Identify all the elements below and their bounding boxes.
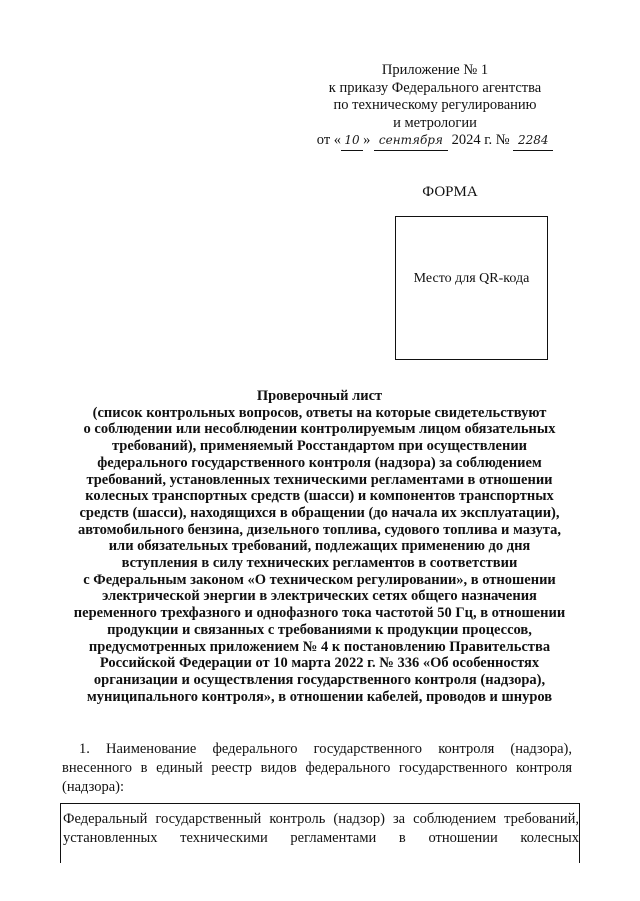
item-1-line: (надзора): (62, 779, 125, 795)
appendix-line-4: и метрологии (393, 114, 477, 131)
appendix-line-1: Приложение № 1 (381, 62, 489, 78)
control-name-line: Федеральный государственный контроль (надзор) за соблюдением требований, (63, 811, 579, 827)
title-line: предусмотренных приложением № 4 к постановлению Правительства (88, 638, 551, 655)
year-label: 2024 г. № (451, 132, 510, 149)
title-line: колесных транспортных средств (шасси) и компонентов транспортных (85, 488, 554, 505)
title-line: федерального государственного контроля (надзора) за соблюдением (97, 454, 542, 471)
title-line: муниципального контроля», в отношении кабелей, проводов и шнуров (86, 688, 553, 705)
document-title (62, 388, 577, 705)
control-name-table-cell (60, 803, 580, 863)
qr-code-placeholder (395, 216, 548, 360)
from-label: от « (316, 132, 342, 149)
title-line: или обязательных требований, подлежащих применению до дня (108, 538, 531, 555)
item-1-paragraph (62, 740, 572, 797)
title-line: требований, установленных техническими регламентами в отношении (86, 471, 553, 488)
qr-placeholder-text: Место для QR-кода (413, 271, 530, 286)
item-1-line: 1. Наименование федерального государственного контроля (надзора), (79, 741, 572, 757)
title-line: вступления в силу технических регламентов в соответствии (121, 555, 518, 572)
title-line: требований), применяемый Росстандартом при осуществлении (111, 438, 528, 455)
title-line: средств (шасси), находящихся в обращении (до начала их эксплуатации), (79, 504, 560, 521)
title-line: о соблюдении или несоблюдении контролируемым лицом обязательных (83, 421, 556, 438)
title-line: продукции и связанных с требованиями к продукции процессов, (107, 621, 532, 638)
title-line: (список контрольных вопросов, ответы на которые свидетельствуют (92, 404, 547, 421)
order-number-handwritten: 2284 (513, 132, 553, 151)
order-date-line (300, 132, 570, 151)
appendix-header (300, 62, 570, 151)
title-line: с Федеральным законом «О техническом регулировании», в отношении (83, 571, 556, 588)
title-line: переменного трехфазного и однофазного тока частотой 50 Гц, в отношении (73, 605, 566, 622)
title-line: автомобильного бензина, дизельного топлива, судового топлива и мазута, (78, 521, 561, 538)
appendix-line-2: к приказу Федерального агентства (328, 79, 542, 96)
close-quote: » (363, 132, 371, 149)
appendix-line-3: по техническому регулированию (333, 97, 537, 114)
title-line: организации и осуществления государственного контроля (надзора), (93, 671, 546, 688)
title-line: Проверочный лист (256, 388, 383, 404)
control-name-line: установленных техническими регламентами в отношении колесных (63, 830, 579, 846)
item-1-line: внесенного в единый реестр видов федерального государственного контроля (62, 760, 572, 776)
form-label: ФОРМА (422, 184, 478, 200)
day-handwritten: 10 (341, 132, 363, 151)
month-handwritten: сентября (374, 132, 448, 151)
title-line: Российской Федерации от 10 марта 2022 г. № 336 «Об особенностях (99, 655, 540, 672)
title-line: электрической энергии в электрических сетях общего назначения (102, 588, 537, 605)
